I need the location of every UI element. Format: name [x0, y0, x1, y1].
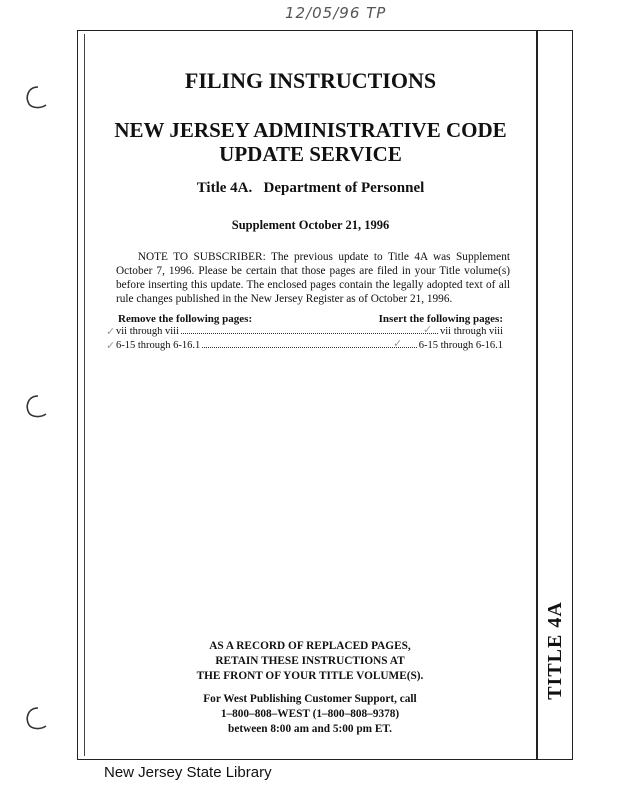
- remove-pages: vii through viii: [116, 326, 179, 337]
- remove-pages-header: Remove the following pages:: [118, 313, 253, 325]
- insert-pages-header: Insert the following pages:: [378, 313, 503, 325]
- page-title: FILING INSTRUCTIONS: [184, 68, 437, 93]
- insert-pages: vii through viii: [440, 326, 503, 337]
- record-notice: [140, 639, 480, 684]
- support-phone: 1–800–808–WEST (1–800–808–9378): [220, 708, 400, 720]
- table-row: [116, 326, 503, 340]
- customer-support: [140, 692, 480, 737]
- leader-dots: [202, 347, 416, 348]
- code-title-line2: UPDATE SERVICE: [219, 142, 402, 166]
- insert-pages: 6-15 through 6-16.1: [418, 340, 503, 351]
- title-tab: [537, 600, 573, 700]
- handwritten-note: 12/05/96 TP: [285, 4, 387, 22]
- check-mark-icon: ✓: [393, 337, 403, 350]
- record-notice-line2: RETAIN THESE INSTRUCTIONS AT: [215, 655, 405, 667]
- check-mark-icon: ✓: [106, 339, 116, 352]
- note-label: NOTE TO SUBSCRIBER:: [137, 251, 266, 263]
- check-mark-icon: ✓: [423, 323, 433, 336]
- punch-hole-icon: [22, 84, 48, 110]
- remove-pages: 6-15 through 6-16.1: [116, 340, 201, 351]
- table-row: [116, 340, 503, 354]
- library-stamp: New Jersey State Library: [104, 764, 272, 781]
- supplement-date: Supplement October 21, 1996: [231, 218, 390, 232]
- record-notice-line1: AS A RECORD OF REPLACED PAGES,: [209, 640, 411, 652]
- note-to-subscriber: [116, 250, 510, 306]
- record-notice-line3: THE FRONT OF YOUR TITLE VOLUME(S).: [196, 670, 424, 682]
- title-subtitle: Title 4A. Department of Personnel: [196, 180, 425, 196]
- check-mark-icon: ✓: [106, 325, 116, 338]
- support-line1: For West Publishing Customer Support, call: [203, 693, 417, 705]
- support-hours: between 8:00 am and 5:00 pm ET.: [228, 723, 392, 735]
- note-text: The previous update to Title 4A was Supplement October 7, 1996. Please be certain that those pages are filed in your Title volume(s) before inserting this update. The enclosed pages contain the legally adopted text of all rule changes published in the New Jersey Register as of October 21, 1996.: [116, 251, 510, 305]
- title-tab-label: TITLE 4A: [543, 600, 566, 700]
- punch-hole-icon: [22, 705, 48, 731]
- punch-hole-icon: [22, 393, 48, 419]
- leader-dots: [181, 333, 438, 334]
- code-title-line1: NEW JERSEY ADMINISTRATIVE CODE: [114, 118, 507, 142]
